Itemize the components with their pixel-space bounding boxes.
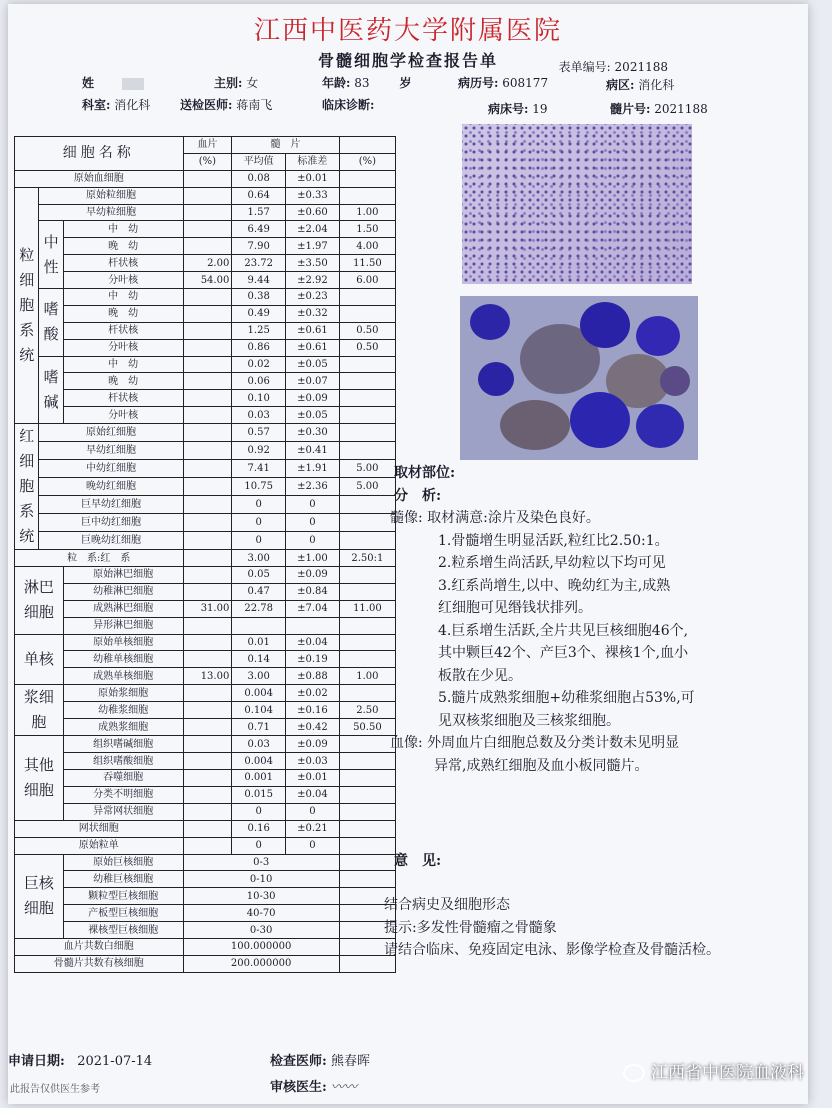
table-row: 成熟淋巴细胞 31.00 22.78 ±7.04 11.00 [15, 600, 396, 617]
group-monocyte: 单核 [15, 634, 64, 685]
col-mean: 平均值 [232, 153, 286, 170]
table-row: 粒 系:红 系 3.00 ±1.00 2.50:1 [15, 550, 396, 567]
group-megakaryocyte: 巨核细胞 [15, 854, 64, 938]
sending-doctor: 送检医师: 蒋南飞 [180, 98, 273, 112]
finding-line: 5.髓片成熟浆细胞+幼稚浆细胞占53%,可 [438, 690, 695, 706]
finding-line: 4.巨系增生活跃,全片共见巨核细胞46个, [438, 622, 689, 639]
table-row: 裸核型巨核细胞 0-30 [15, 922, 396, 939]
finding-line: 1.骨髓增生明显活跃,粒红比2.50:1。 [438, 532, 669, 549]
micrograph-high-power [460, 296, 698, 460]
group-basophil: 嗜碱 [39, 356, 63, 424]
table-row: 晚 幼 7.90 ±1.97 4.00 [15, 238, 396, 255]
col-cell-name: 细胞名称 [15, 137, 184, 171]
table-row: 红细胞系统 原始红细胞 0.57 ±0.30 [15, 424, 396, 442]
table-row: 成熟浆细胞 0.71 ±0.42 50.50 [15, 719, 396, 736]
finding-line: 3.红系尚增生,以中、晚幼红为主,成熟 [438, 577, 671, 594]
table-row: 分叶核 54.00 9.44 ±2.92 6.00 [15, 272, 396, 289]
table-row: 晚 幼 0.49 ±0.32 [15, 305, 396, 322]
table-row: 巨晚幼红细胞 0 0 [15, 532, 396, 550]
finding-line: 板散在少见。 [438, 667, 522, 684]
department: 科室: 消化科 [82, 98, 151, 112]
table-row: 成熟单核细胞 13.00 3.00 ±0.88 1.00 [15, 668, 396, 685]
review-doctor: 审核医生: 〰〰 [270, 1080, 357, 1095]
table-row: 幼稚单核细胞 0.14 ±0.19 [15, 651, 396, 668]
col-marrow-pct: (%) [339, 153, 395, 170]
table-row: 粒细胞系统 原始粒细胞 0.64 ±0.33 [15, 187, 396, 204]
opinion-line: 请结合临床、免疫固定电泳、影像学检查及骨髓活检。 [384, 942, 720, 958]
table-row: 杆状核 2.00 23.72 ±3.50 11.50 [15, 255, 396, 272]
table-row: 浆细胞 原始浆细胞 0.004 ±0.02 [15, 685, 396, 702]
micrograph-low-power [462, 124, 692, 284]
table-row: 骨髓片共数有核细胞 200.000000 [15, 955, 396, 972]
finding-line: 见双核浆细胞及三核浆细胞。 [438, 712, 620, 729]
table-row: 幼稚淋巴细胞 0.47 ±0.84 [15, 583, 396, 600]
table-row: 巨中幼红细胞 0 0 [15, 514, 396, 532]
table-row: 组织嗜酸细胞 0.004 ±0.03 [15, 753, 396, 770]
table-row: 嗜碱 中 幼 0.02 ±0.05 [15, 356, 396, 373]
clinical-diagnosis: 临床诊断: [322, 98, 375, 112]
blood-label: 血像: [390, 735, 423, 751]
blood-line: 异常,成熟红细胞及血小板同髓片。 [434, 757, 649, 774]
table-row: 异常网状细胞 0 0 [15, 803, 396, 820]
table-row: 晚幼红细胞 10.75 ±2.36 5.00 [15, 478, 396, 496]
table-row: 晚 幼 0.06 ±0.07 [15, 373, 396, 390]
patient-sex: 主别: 女 [214, 76, 259, 90]
group-erythroid: 红细胞系统 [15, 424, 39, 550]
table-row: 原始粒单 0 0 [15, 837, 396, 854]
table-row: 中性 中 幼 6.49 ±2.04 1.50 [15, 221, 396, 238]
table-row: 单核 原始单核细胞 0.01 ±0.04 [15, 634, 396, 651]
blood-line: 外周血片白细胞总数及分类计数未见明显 [427, 735, 680, 751]
table-row: 异形淋巴细胞 [15, 617, 396, 634]
analysis-section [380, 462, 805, 777]
group-plasma: 浆细胞 [15, 685, 64, 736]
opinion-line: 提示:多发性骨髓瘤之骨髓象 [384, 919, 557, 936]
table-row: 网状细胞 0.16 ±0.21 [15, 820, 396, 837]
table-row: 中幼红细胞 7.41 ±1.91 5.00 [15, 460, 396, 478]
cell-count-table [14, 136, 396, 973]
report-title: 骨髓细胞学检查报告单 [317, 51, 498, 70]
marrow-intro: 取材满意:涂片及染色良好。 [427, 510, 600, 526]
group-lymphocyte: 淋巴细胞 [15, 567, 64, 635]
group-other: 其他细胞 [15, 736, 64, 820]
table-row: 血片共数白细胞 100.000000 [15, 938, 396, 955]
group-eosinophil: 嗜酸 [39, 289, 63, 357]
table-row: 幼稚巨核细胞 0-10 [15, 871, 396, 888]
col-sd: 标准差 [286, 153, 340, 170]
patient-age: 年龄: 83 岁 [322, 76, 412, 90]
table-row: 分叶核 0.86 ±0.61 0.50 [15, 339, 396, 356]
table-row: 杆状核 1.25 ±0.61 0.50 [15, 322, 396, 339]
hospital-name: 江西中医药大学附属医院 [253, 16, 562, 46]
table-row: 杆状核 0.10 ±0.09 [15, 390, 396, 407]
table-row: 分类不明细胞 0.015 ±0.04 [15, 786, 396, 803]
apply-date: 申请日期: 2021-07-14 [8, 1054, 153, 1069]
table-row: 原始血细胞 0.08 ±0.01 [15, 170, 396, 187]
marrow-label: 髓像: [390, 510, 423, 526]
col-marrow: 髓 片 [232, 137, 339, 154]
opinion-label: 意 见: [394, 853, 442, 869]
table-row: 巨核细胞 原始巨核细胞 0-3 [15, 854, 396, 871]
bed-number: 病床号: 19 [488, 102, 548, 116]
table-row: 分叶核 0.03 ±0.05 [15, 407, 396, 424]
table-row: 颗粒型巨核细胞 10-30 [15, 888, 396, 905]
group-neutrophil: 中性 [39, 221, 63, 289]
table-row: 嗜酸 中 幼 0.38 ±0.23 [15, 289, 396, 306]
col-blood-pct: (%) [183, 153, 232, 170]
table-row: 其他细胞 组织嗜碱细胞 0.03 ±0.09 [15, 736, 396, 753]
table-row: 幼稚浆细胞 0.104 ±0.16 2.50 [15, 702, 396, 719]
table-row: 巨早幼红细胞 0 0 [15, 496, 396, 514]
table-row: 淋巴细胞 原始淋巴细胞 0.05 ±0.09 [15, 567, 396, 584]
finding-line: 红细胞可见缗钱状排列。 [438, 600, 592, 616]
group-granulocyte: 粒细胞系统 [15, 187, 39, 423]
opinion-line: 结合病史及细胞形态 [384, 897, 510, 913]
report-paper [8, 4, 808, 1104]
table-row: 产板型巨核细胞 40-70 [15, 905, 396, 922]
table-row: 吞噬细胞 0.001 ±0.01 [15, 770, 396, 787]
form-number: 表单编号: 2021188 [558, 60, 668, 74]
finding-line: 其中颗巨42个、产巨3个、裸核1个,血小 [438, 645, 689, 661]
patient-name: 姓 [82, 74, 144, 91]
analysis-label: 分 析: [394, 487, 442, 504]
col-blood: 血片 [183, 137, 232, 154]
disclaimer: 此报告仅供医生参考 [10, 1084, 100, 1095]
record-number: 病历号: 608177 [458, 76, 549, 90]
table-row: 早幼粒细胞 1.57 ±0.60 1.00 [15, 204, 396, 221]
slide-number: 髓片号: 2021188 [610, 102, 708, 116]
watermark: 江西省中医院血液科 [623, 1058, 804, 1083]
opinion-section [384, 894, 809, 962]
exam-doctor: 检查医师: 熊春晖 [270, 1054, 370, 1069]
ward: 病区: 消化科 [606, 78, 675, 92]
table-row: 早幼红细胞 0.92 ±0.41 [15, 442, 396, 460]
finding-line: 2.粒系增生尚活跃,早幼粒以下均可见 [438, 555, 666, 571]
wechat-icon [623, 1064, 645, 1082]
site-label: 取材部位: [394, 465, 456, 481]
